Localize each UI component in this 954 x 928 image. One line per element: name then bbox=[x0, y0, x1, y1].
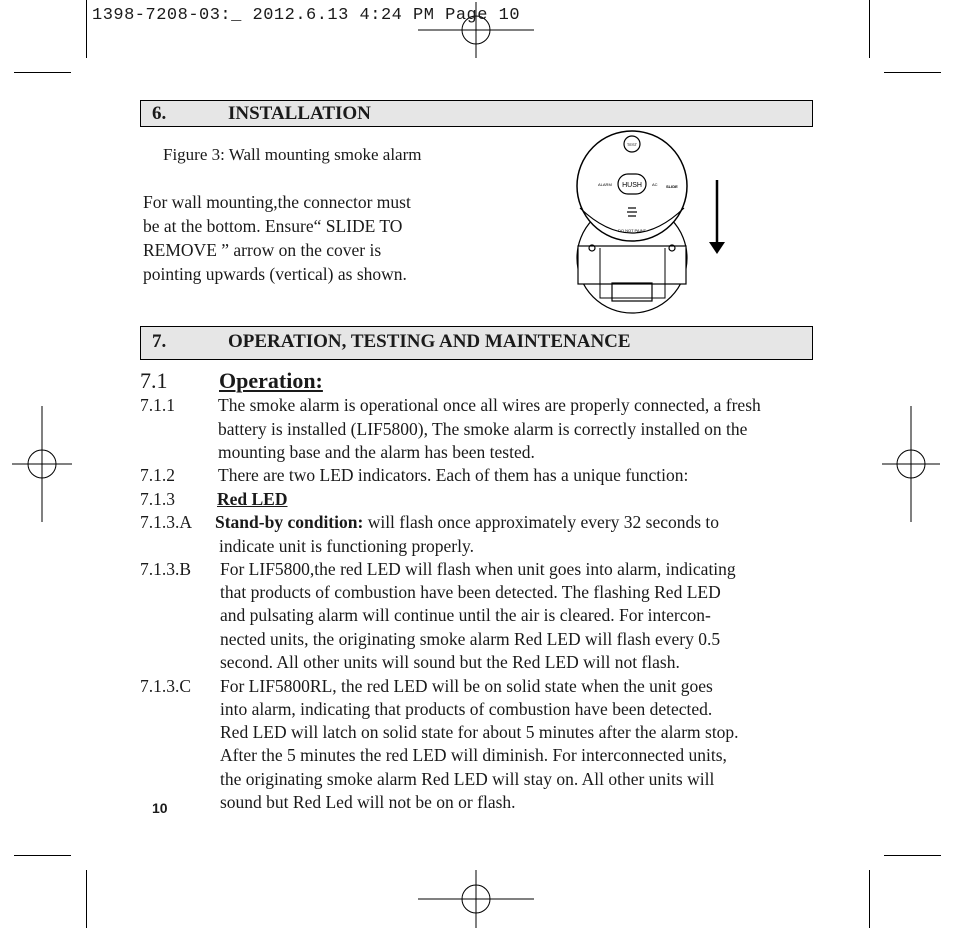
test-label: TEST bbox=[626, 142, 638, 147]
text-line: be at the bottom. Ensure“ SLIDE TO bbox=[143, 216, 403, 236]
item-number: 7.1.3.B bbox=[140, 559, 192, 579]
text-line: battery is installed (LIF5800), The smoke alarm is correctly installed on the bbox=[218, 419, 748, 439]
section-number: 6. bbox=[152, 103, 167, 124]
text-line: indicate unit is functioning properly. bbox=[219, 536, 474, 556]
item-number: 7.1.2 bbox=[140, 465, 175, 485]
text-line: Red LED will latch on solid state for about 5 minutes after the alarm stop. bbox=[220, 722, 739, 742]
section-title: INSTALLATION bbox=[228, 103, 371, 124]
alarm-label: ALARM bbox=[598, 182, 612, 187]
text-line: For LIF5800,the red LED will flash when unit goes into alarm, indicating bbox=[220, 559, 736, 579]
item-number: 7.1.3.C bbox=[140, 676, 192, 696]
print-slug: 1398-7208-03:_ 2012.6.13 4:24 PM Page 10 bbox=[92, 6, 521, 25]
text-line: second. All other units will sound but the Red LED will not flash. bbox=[220, 652, 680, 672]
text-line: pointing upwards (vertical) as shown. bbox=[143, 264, 407, 284]
text-line: into alarm, indicating that products of combustion have been detected. bbox=[220, 699, 713, 719]
section-7-header bbox=[140, 326, 813, 360]
text-line: that products of combustion have been detected. The flashing Red LED bbox=[220, 582, 721, 602]
ac-label: AC bbox=[652, 182, 658, 187]
text-span: will flash once approximately every 32 seconds to bbox=[363, 512, 720, 532]
red-led-heading: Red LED bbox=[217, 489, 288, 509]
text-line: REMOVE ” arrow on the cover is bbox=[143, 240, 382, 260]
slide-label: SLIDE bbox=[666, 184, 678, 189]
arrowhead-icon bbox=[709, 242, 725, 254]
smoke-alarm-illustration bbox=[570, 128, 740, 328]
text-line: For LIF5800RL, the red LED will be on solid state when the unit goes bbox=[220, 676, 713, 696]
text-line: For wall mounting,the connector must bbox=[143, 192, 411, 212]
text-line bbox=[215, 511, 719, 534]
text-line: sound but Red Led will not be on or flash. bbox=[220, 792, 516, 812]
section-6-header bbox=[140, 100, 813, 127]
text-line: There are two LED indicators. Each of them has a unique function: bbox=[218, 465, 689, 485]
section-title: OPERATION, TESTING AND MAINTENANCE bbox=[228, 331, 631, 352]
figure-caption: Figure 3: Wall mounting smoke alarm bbox=[163, 145, 422, 164]
do-not-paint-label: DO NOT PAINT bbox=[617, 228, 647, 233]
item-number: 7.1.3.A bbox=[140, 512, 193, 532]
standby-label: Stand-by condition: bbox=[215, 512, 364, 532]
item-number: 7.1.3 bbox=[140, 489, 175, 509]
hush-label: HUSH bbox=[622, 182, 642, 189]
text-line: The smoke alarm is operational once all wires are properly connected, a fresh bbox=[218, 395, 761, 415]
section-number: 7. bbox=[152, 331, 167, 352]
subsection-title: Operation: bbox=[219, 368, 323, 393]
subsection-number: 7.1 bbox=[140, 368, 168, 393]
text-line: nected units, the originating smoke alarm Red LED will flash every 0.5 bbox=[220, 629, 721, 649]
text-line: and pulsating alarm will continue until the air is cleared. For intercon- bbox=[220, 605, 711, 625]
page-number: 10 bbox=[152, 800, 168, 816]
text-line: After the 5 minutes the red LED will diminish. For interconnected units, bbox=[220, 745, 727, 765]
text-line: the originating smoke alarm Red LED will stay on. All other units will bbox=[220, 769, 715, 789]
item-number: 7.1.1 bbox=[140, 395, 175, 415]
text-line: mounting base and the alarm has been tested. bbox=[218, 442, 535, 462]
